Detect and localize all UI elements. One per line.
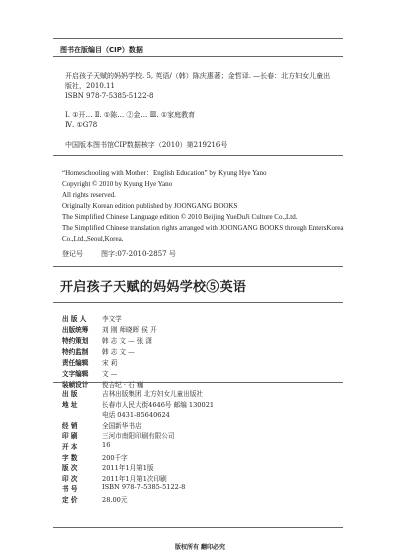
credit-value: 韩 志 文 —	[102, 348, 135, 356]
publication-value: 28.00元	[102, 495, 128, 504]
publication-value: 三河市南阳印刷有限公司	[102, 432, 175, 441]
title-bottom-rule	[53, 302, 343, 303]
credit-value: 刘 刚 师晓晖 侯 开	[102, 326, 157, 334]
publication-value: 长春市人民大街4646号 邮编 130021	[102, 400, 215, 409]
credit-label: 特约监制	[62, 348, 89, 356]
cip-line: 中国版本图书馆CIP数据核字（2010）第219216号	[65, 141, 228, 149]
cip-line: Ⅰ. ①开… Ⅱ. ①陈… ②金… Ⅲ. ①家庭教育	[65, 111, 196, 119]
credit-value: 李文学	[102, 315, 122, 323]
publication-value: 全国新华书店	[102, 421, 142, 430]
cip-heading: 图书在版编目（CIP）数据	[60, 46, 143, 54]
copyright-line: Co.,Ltd.,Seoul,Korea.	[62, 235, 124, 243]
publication-value: 吉林出版集团 北方妇女儿童出版社	[102, 390, 204, 398]
publication-label: 版 次	[62, 464, 78, 473]
copyright-line: The Simplified Chinese translation rights arranged with JOONGANG BOOKS through EntersKorea	[62, 224, 344, 232]
cip-heading-rule	[53, 56, 343, 57]
top-rule	[53, 38, 343, 39]
publication-top-rule	[53, 382, 343, 383]
cip-line: 开启孩子天赋的妈妈学校. 5, 英语/（韩）陈庆惠著；金哲译. —长春：北方妇女儿童出	[65, 72, 331, 80]
copyright-line: Originally Korean edition published by JOONGANG BOOKS	[62, 202, 238, 210]
publication-value: 2011年1月第1次印刷	[102, 474, 167, 483]
book-title: 开启孩子天赋的妈妈学校⑤英语	[60, 280, 247, 295]
publication-value: 2011年1月第1版	[102, 464, 154, 473]
copyright-line: The Simplified Chinese Language edition © 2010 Beijing YueDuJi Culture Co.,Ltd.	[62, 213, 298, 221]
publication-value: ISBN 978-7-5385-5122-8	[102, 483, 186, 492]
credit-label: 特约策划	[62, 337, 89, 345]
publication-value: 电话 0431-85640624	[102, 411, 170, 420]
copyright-line: All rights reserved.	[62, 191, 116, 199]
cip-line: Ⅳ. ①G78	[65, 121, 98, 129]
credit-value: 倪吉纪 · 石 巍	[102, 381, 144, 389]
cip-line: ISBN 978-7-5385-5122-8	[65, 92, 154, 100]
publication-label: 出 版	[62, 390, 78, 398]
footer-rule	[53, 527, 343, 528]
credit-label: 出版统筹	[62, 326, 89, 334]
credit-label: 出 版 人	[62, 315, 87, 323]
publication-label: 印 次	[62, 474, 78, 483]
registration	[62, 249, 194, 259]
title-top-rule	[53, 266, 343, 267]
registration-label: 登记号	[62, 250, 83, 258]
credit-value: 韩 志 文 — 张 潇	[102, 337, 153, 345]
registration-value: 图字:07-2010-2857 号	[101, 250, 176, 258]
publication-value: 200千字	[102, 453, 128, 462]
publication-label: 定 价	[62, 495, 78, 504]
publication-label: 字 数	[62, 453, 78, 462]
credit-label: 文字编辑	[62, 370, 89, 378]
publication-label: 开 本	[62, 442, 78, 451]
publication-label: 印 刷	[62, 432, 78, 441]
publication-label: 地 址	[62, 400, 78, 409]
footer-notice: 版权所有 翻印必究	[174, 544, 226, 551]
copyright-line: “Homeschooling with Mother：English Education” by Kyung Hye Yano	[62, 169, 267, 177]
credit-value: 文 —	[102, 370, 118, 378]
publication-label: 书 号	[62, 485, 78, 494]
credit-label: 责任编辑	[62, 359, 89, 367]
copyright-line: Copyright © 2010 by Kyung Hye Yano	[62, 180, 173, 188]
credit-label: 装帧设计	[62, 381, 89, 389]
credit-value: 宋 莉	[102, 359, 118, 367]
publication-label: 经 销	[62, 421, 78, 430]
cip-line: 版社，2010.11	[65, 82, 115, 90]
cip-bottom-rule	[53, 155, 343, 156]
publication-value: 16	[102, 440, 111, 449]
